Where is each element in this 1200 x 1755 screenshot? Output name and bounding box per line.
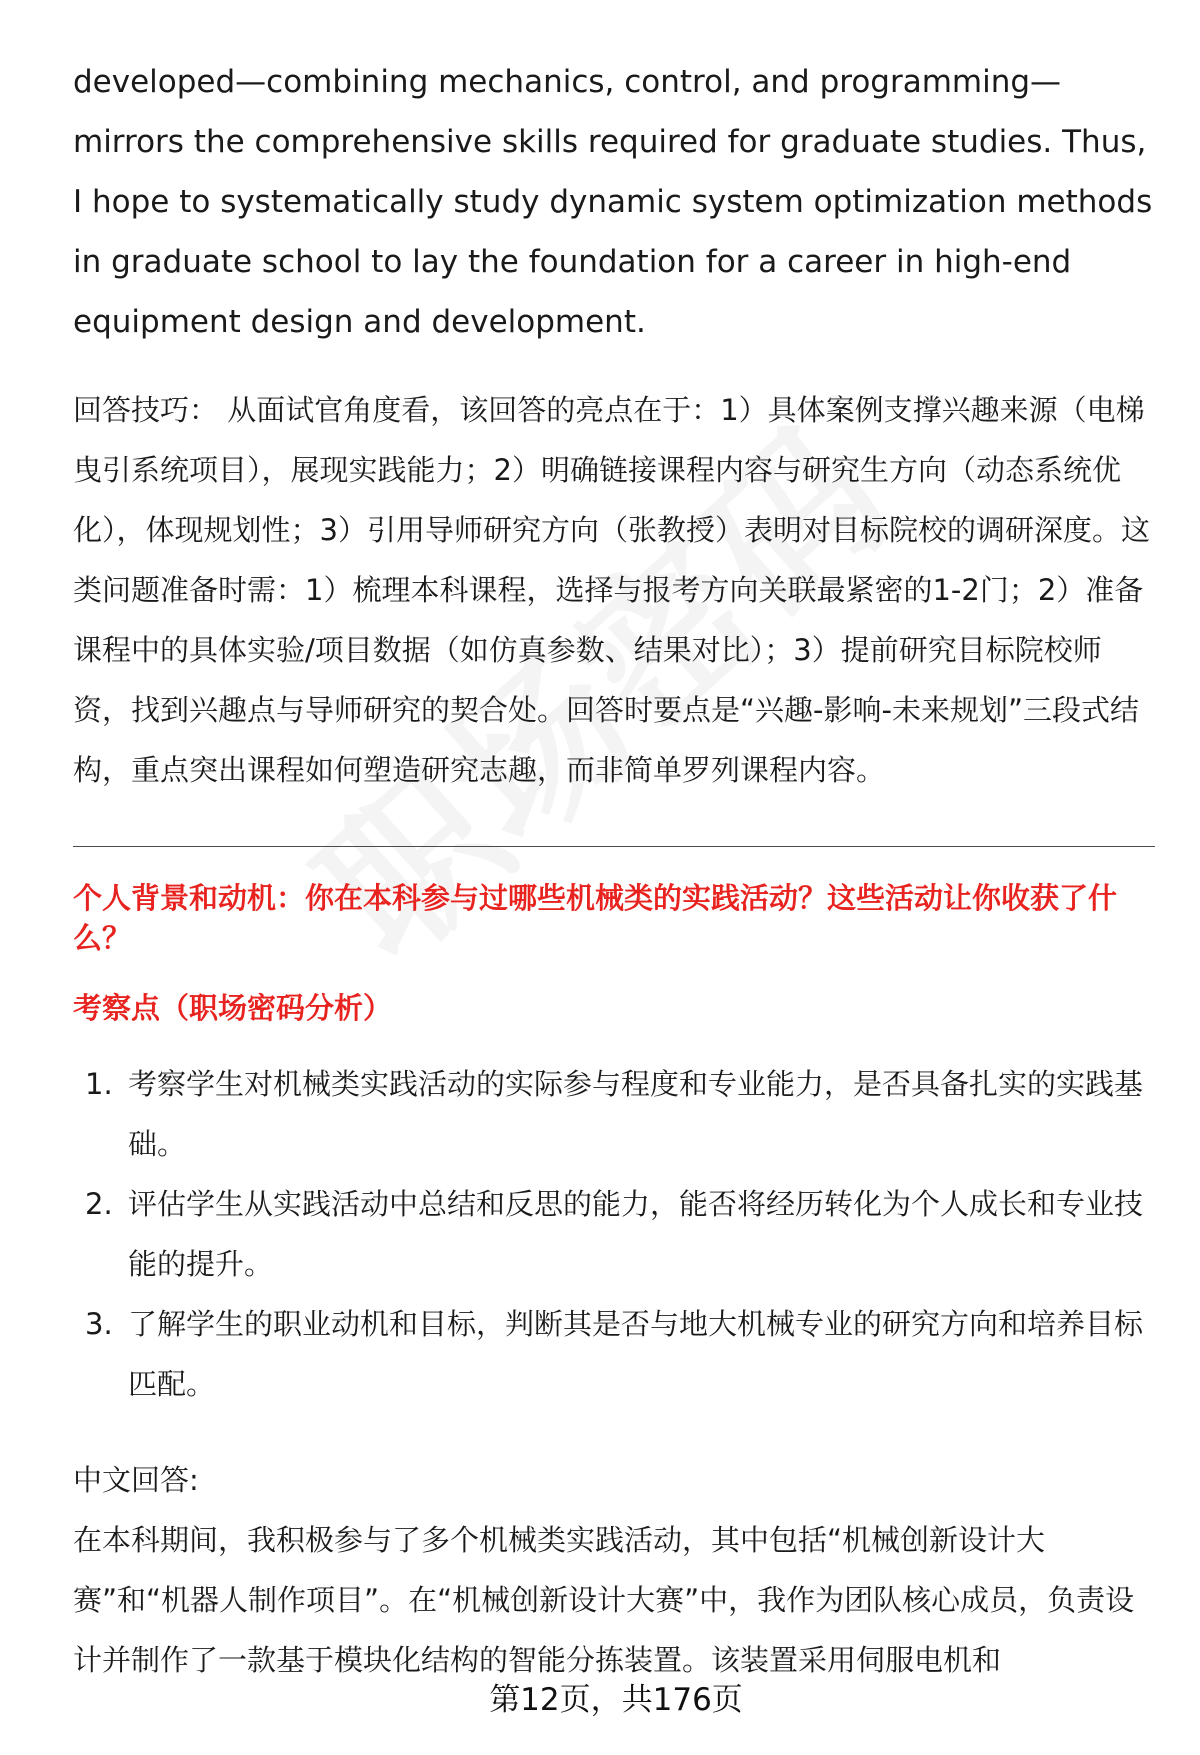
examination-points-list	[73, 1054, 1153, 1414]
list-item	[73, 1294, 1153, 1414]
answer-tips-paragraph: 回答技巧： 从面试官角度看，该回答的亮点在于：1）具体案例支撑兴趣来源（电梯曳引系统项目），展现实践能力；2）明确链接课程内容与研究生方向（动态系统优化），体现规划性；3）引用导师研究方向（张教授）表明对目标院校的调研深度。这类问题准备时需：1）梳理本科课程，选择与报考方向关联最紧密的1-2门；2）准备课程中的具体实验/项目数据（如仿真参数、结果对比）；3）提前研究目标院校师资，找到兴趣点与导师研究的契合处。回答时要点是“兴趣-影响-未来规划”三段式结构，重点突出课程如何塑造研究志趣，而非简单罗列课程内容。	[73, 393, 1150, 787]
examination-points-title: 考察点（职场密码分析）	[73, 991, 393, 1025]
page-number-footer: 第12页，共176页	[489, 1682, 743, 1718]
question-title: 个人背景和动机：你在本科参与过哪些机械类的实践活动？这些活动让你收获了什么？	[73, 881, 1118, 955]
chinese-answer-paragraph: 在本科期间，我积极参与了多个机械类实践活动，其中包括“机械创新设计大赛”和“机器人制作项目”。在“机械创新设计大赛”中，我作为团队核心成员，负责设计并制作了一款基于模块化结构的智能分拣装置。该装置采用伺服电机和	[73, 1523, 1135, 1677]
list-item-text: 考察学生对机械类实践活动的实际参与程度和专业能力，是否具备扎实的实践基础。	[128, 1067, 1144, 1161]
list-item-number: 1.	[85, 1067, 113, 1101]
list-item	[73, 1174, 1153, 1294]
list-item-number: 2.	[85, 1187, 113, 1221]
list-item-text: 了解学生的职业动机和目标，判断其是否与地大机械专业的研究方向和培养目标匹配。	[128, 1307, 1144, 1401]
list-item	[73, 1054, 1153, 1174]
section-divider	[73, 846, 1155, 847]
list-item-number: 3.	[85, 1307, 113, 1341]
chinese-answer-label: 中文回答:	[73, 1463, 199, 1497]
english-answer-paragraph: developed—combining mechanics, control, and programming—mirrors the comprehensive skills required for graduate studies. Thus, I hope to systematically study dynamic system optimization methods in graduate school to lay the foundation for a career in high-end equipment design and development.	[73, 64, 1153, 340]
list-item-text: 评估学生从实践活动中总结和反思的能力，能否将经历转化为个人成长和专业技能的提升。	[128, 1187, 1144, 1281]
